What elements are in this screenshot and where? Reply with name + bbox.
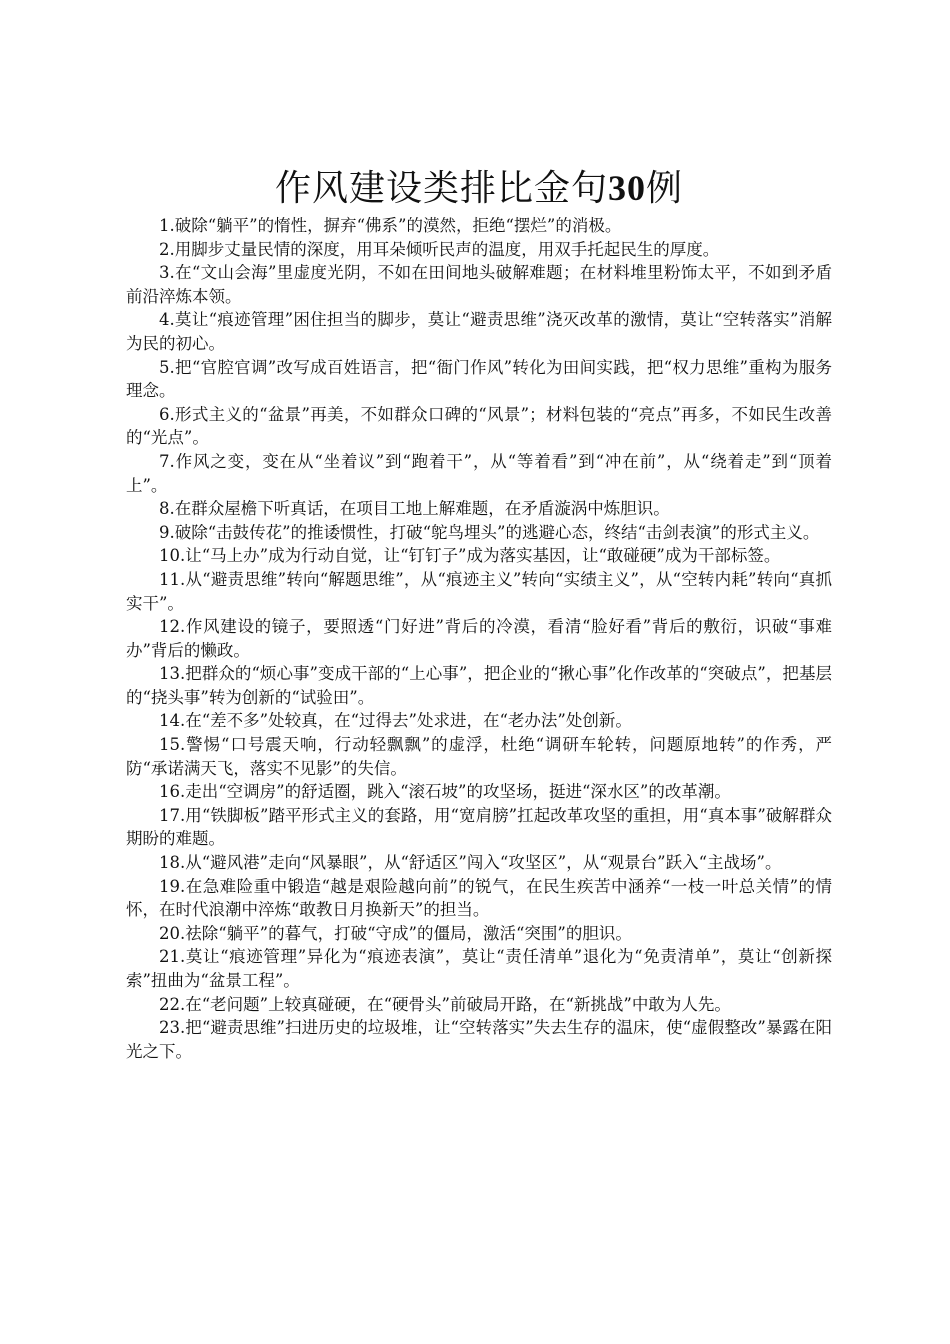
phrase-item-3: 3.在“文山会海”里虚度光阴，不如在田间地头破解难题；在材料堆里粉饰太平，不如到矛盾前沿淬炼本领。 (126, 263, 832, 306)
phrase-item-22: 22.在“老问题”上较真碰硬，在“硬骨头”前破局开路，在“新挑战”中敢为人先。 (159, 994, 731, 1014)
phrase-item-5: 5.把“官腔官调”改写成百姓语言，把“衙门作风”转化为田间实践，把“权力思维”重构为服务理念。 (126, 357, 832, 401)
phrase-item-23: 23.把“避责思维”扫进历史的垃圾堆，让“空转落实”失去生存的温床，使“虚假整改”暴露在阳光之下。 (126, 1018, 832, 1061)
phrase-item-2: 2.用脚步丈量民情的深度，用耳朵倾听民声的温度，用双手托起民生的厚度。 (159, 239, 720, 259)
phrase-item-1: 1.破除“躺平”的惰性，摒弃“佛系”的漠然，拒绝“摆烂”的消极。 (159, 216, 622, 235)
phrase-list (126, 214, 832, 1063)
phrase-item-10: 10.让“马上办”成为行动自觉，让“钉钉子”成为落实基因，让“敢碰硬”成为干部标签。 (159, 546, 781, 566)
title-text: 作风建设类排比金句 (274, 168, 608, 209)
document-page (126, 165, 832, 1063)
phrase-item-7: 7.作风之变，变在从“坐着议”到“跑着干”，从“等着看”到“冲在前”，从“绕着走”到“顶着上”。 (126, 451, 832, 495)
phrase-item-14: 14.在“差不多”处较真，在“过得去”处求进，在“老办法”处创新。 (159, 711, 632, 731)
phrase-item-9: 9.破除“击鼓传花”的推诿惯性，打破“鸵鸟埋头”的逃避心态，终结“击剑表演”的形式主义。 (159, 522, 820, 542)
phrase-item-6: 6.形式主义的“盆景”再美，不如群众口碑的“风景”；材料包装的“亮点”再多，不如民生改善的“光点”。 (126, 404, 832, 448)
phrase-item-13: 13.把群众的“烦心事”变成干部的“上心事”，把企业的“揪心事”化作改革的“突破点”，把基层的“挠头事”转为创新的“试验田”。 (126, 664, 832, 707)
title-number: 30 (608, 168, 646, 208)
phrase-item-17: 17.用“铁脚板”踏平形式主义的套路，用“宽肩膀”扛起改革攻坚的重担，用“真本事”破解群众期盼的难题。 (126, 805, 832, 849)
phrase-item-21: 21.莫让“痕迹管理”异化为“痕迹表演”，莫让“责任清单”退化为“免责清单”，莫让“创新探索”扭曲为“盆景工程”。 (126, 947, 832, 990)
page-title (126, 165, 832, 212)
phrase-item-20: 20.祛除“躺平”的暮气，打破“守成”的僵局，激活“突围”的胆识。 (159, 923, 632, 943)
phrase-item-18: 18.从“避风港”走向“风暴眼”，从“舒适区”闯入“攻坚区”，从“观景台”跃入“主战场”。 (159, 853, 782, 873)
phrase-item-8: 8.在群众屋檐下听真话，在项目工地上解难题，在矛盾漩涡中炼胆识。 (159, 499, 670, 519)
title-suffix: 例 (646, 168, 684, 209)
phrase-item-4: 4.莫让“痕迹管理”困住担当的脚步，莫让“避责思维”浇灭改革的激情，莫让“空转落实”消解为民的初心。 (126, 310, 832, 353)
phrase-item-11: 11.从“避责思维”转向“解题思维”，从“痕迹主义”转向“实绩主义”，从“空转内耗”转向“真抓实干”。 (126, 569, 832, 613)
phrase-item-16: 16.走出“空调房”的舒适圈，跳入“滚石坡”的攻坚场，挺进“深水区”的改革潮。 (159, 782, 731, 802)
phrase-item-15: 15.警惕“口号震天响，行动轻飘飘”的虚浮，杜绝“调研车轮转，问题原地转”的作秀，严防“承诺满天飞，落实不见影”的失信。 (126, 735, 832, 778)
phrase-item-19: 19.在急难险重中锻造“越是艰险越向前”的锐气，在民生疾苦中涵养“一枝一叶总关情”的情怀，在时代浪潮中淬炼“敢教日月换新天”的担当。 (126, 876, 832, 920)
phrase-item-12: 12.作风建设的镜子，要照透“门好进”背后的冷漠，看清“脸好看”背后的敷衍，识破“事难办”背后的懒政。 (126, 617, 832, 660)
